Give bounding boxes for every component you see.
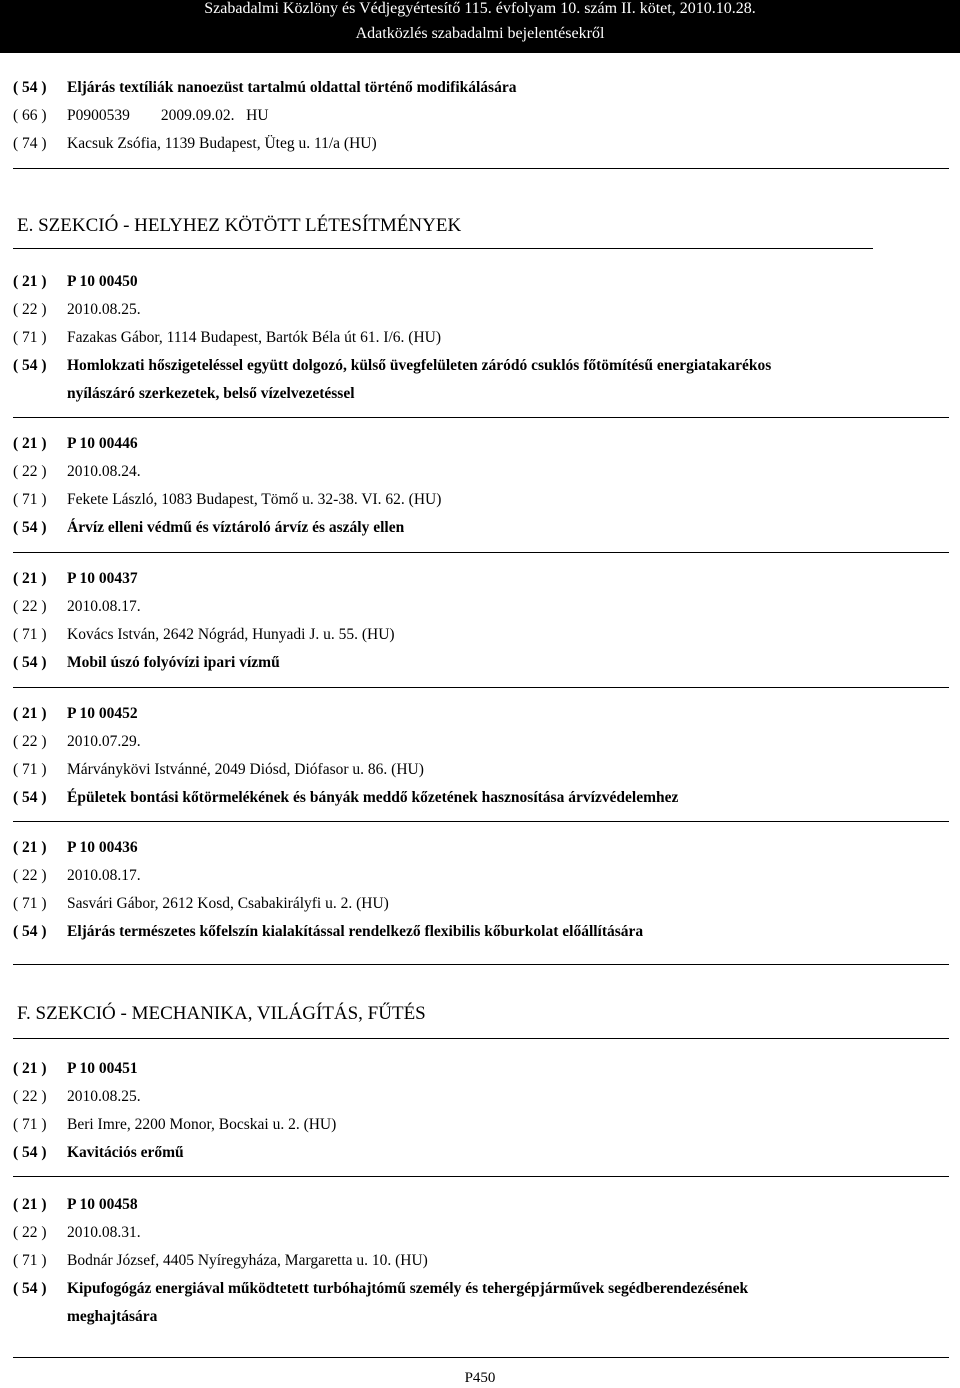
entry-title-line: ( 54 ) Eljárás természetes kőfelszín kialakítással rendelkező flexibilis kőburkolat előállítására — [13, 923, 644, 940]
entry-application-number: ( 21 ) P 10 00436 — [13, 839, 138, 856]
entry-applicant-line: ( 71 ) Sasvári Gábor, 2612 Kosd, Csabakirályfi u. 2. (HU) — [13, 895, 389, 912]
entry-applicant-line: ( 71 ) Bodnár József, 4405 Nyíregyháza, Margaretta u. 10. (HU) — [13, 1252, 428, 1269]
divider — [13, 552, 949, 553]
divider — [13, 1038, 949, 1039]
entry-title-line: ( 54 ) Árvíz elleni védmű és víztároló árvíz és aszály ellen — [13, 519, 405, 536]
divider — [13, 821, 949, 822]
entry-title-line: ( 54 ) Kavitációs erőmű — [13, 1144, 184, 1161]
entry-date-line: ( 22 ) 2010.08.17. — [13, 867, 141, 884]
divider — [13, 964, 949, 965]
entry-date-line: ( 22 ) 2010.08.17. — [13, 598, 141, 615]
entry-applicant-line: ( 71 ) Beri Imre, 2200 Monor, Bocskai u. 2. (HU) — [13, 1116, 337, 1133]
divider — [13, 687, 949, 688]
divider — [13, 1176, 949, 1177]
entry-title-line: ( 54 ) Eljárás textíliák nanoezüst tartalmú oldattal történő modifikálására — [13, 79, 517, 96]
section-heading-e: E. SZEKCIÓ - HELYHEZ KÖTÖTT LÉTESÍTMÉNYEK — [17, 215, 462, 236]
entry-date-line: ( 22 ) 2010.08.25. — [13, 1088, 141, 1105]
entry-application-number: ( 21 ) P 10 00450 — [13, 273, 138, 290]
entry-agent-line: ( 74 ) Kacsuk Zsófia, 1139 Budapest, Üteg u. 11/a (HU) — [13, 135, 377, 152]
divider — [13, 168, 949, 169]
entry-application-number: ( 21 ) P 10 00452 — [13, 705, 138, 722]
entry-application-number: ( 21 ) P 10 00446 — [13, 435, 138, 452]
entry-application-number: ( 21 ) P 10 00437 — [13, 570, 138, 587]
entry-applicant-line: ( 71 ) Márványkövi Istvánné, 2049 Diósd, Diófasor u. 86. (HU) — [13, 761, 424, 778]
entry-applicant-line: ( 71 ) Kovács István, 2642 Nógrád, Hunyadi J. u. 55. (HU) — [13, 626, 395, 643]
entry-applicant-line: ( 71 ) Fazakas Gábor, 1114 Budapest, Bartók Béla út 61. I/6. (HU) — [13, 329, 442, 346]
page-number: P450 — [464, 1370, 496, 1386]
header-subtitle: Adatközlés szabadalmi bejelentésekről — [355, 25, 605, 42]
divider — [13, 1357, 949, 1358]
entry-priority-line: ( 66 ) P0900539 2009.09.02. HU — [13, 107, 269, 124]
entry-date-line: ( 22 ) 2010.08.24. — [13, 463, 141, 480]
entry-date-line: ( 22 ) 2010.08.31. — [13, 1224, 141, 1241]
entry-title-line: ( 54 ) Épületek bontási kőtörmelékének és bányák meddő kőzetének hasznosítása árvízvédelemhez — [13, 789, 679, 806]
publication-header — [0, 0, 960, 53]
entry-title-line: ( 54 ) Homlokzati hőszigeteléssel együtt dolgozó, külső üvegfelületen záródó csuklós főtömítésű energiatakarékos — [13, 357, 772, 374]
header-title: Szabadalmi Közlöny és Védjegyértesítő 115. évfolyam 10. szám II. kötet, 2010.10.28. — [204, 0, 756, 17]
entry-applicant-line: ( 71 ) Fekete László, 1083 Budapest, Tömő u. 32-38. VI. 62. (HU) — [13, 491, 442, 508]
entry-application-number: ( 21 ) P 10 00451 — [13, 1060, 138, 1077]
entry-application-number: ( 21 ) P 10 00458 — [13, 1196, 138, 1213]
entry-date-line: ( 22 ) 2010.08.25. — [13, 301, 141, 318]
entry-title-line: ( 54 ) Mobil úszó folyóvízi ipari vízmű — [13, 654, 280, 671]
entry-title-line: ( 54 ) Kipufogógáz energiával működtetett turbóhajtómű személy és tehergépjárművek segédberendezésének — [13, 1280, 749, 1297]
divider — [13, 248, 873, 249]
divider — [13, 417, 949, 418]
entry-date-line: ( 22 ) 2010.07.29. — [13, 733, 141, 750]
section-heading-f: F. SZEKCIÓ - MECHANIKA, VILÁGÍTÁS, FŰTÉS — [17, 1003, 426, 1024]
